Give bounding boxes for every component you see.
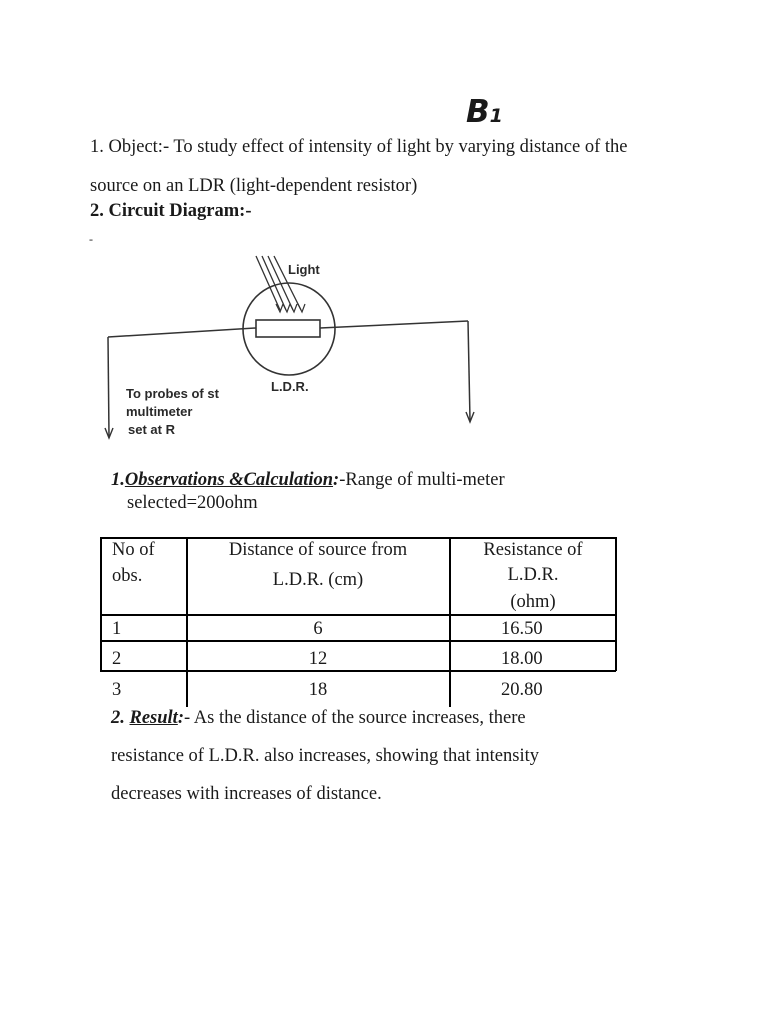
table-row-1-distance: 6	[313, 619, 323, 639]
object-line-1: 1. Object:- To study effect of intensity of light by varying distance of the	[90, 137, 628, 157]
table-border-right	[615, 537, 617, 671]
header-distance-line-2: L.D.R. (cm)	[272, 570, 364, 590]
right-wire	[320, 321, 474, 422]
circuit-diagram	[90, 248, 490, 448]
result-line-3: decreases with increases of distance.	[111, 784, 382, 804]
result-label: Result	[129, 708, 178, 728]
probe-label-line-2: multimeter	[126, 404, 193, 419]
ldr-resistor	[256, 320, 320, 337]
result-line-2: resistance of L.D.R. also increases, showing that intensity	[111, 746, 539, 766]
table-row-3-resistance: 20.80	[501, 680, 543, 700]
table-border-left	[100, 537, 102, 671]
result-text-start: - As the distance of the source increases, there	[184, 708, 526, 728]
dash-mark: -	[89, 232, 93, 246]
light-label: Light	[288, 262, 320, 277]
result-heading	[111, 706, 526, 730]
table-row-1-resistance: 16.50	[501, 619, 543, 639]
observations-heading	[111, 468, 505, 492]
table-row-2-distance: 12	[308, 649, 328, 669]
observations-selected: selected=200ohm	[127, 493, 258, 513]
table-row-2-resistance: 18.00	[501, 649, 543, 669]
observations-colon: :	[333, 470, 340, 490]
header-no-line-1: No of	[112, 540, 155, 560]
header-resistance-line-3: (ohm)	[510, 592, 556, 612]
probe-label-line-3: set at R	[128, 422, 175, 437]
result-number: 2.	[111, 708, 125, 728]
object-line-2: source on an LDR (light-dependent resistor)	[90, 176, 418, 196]
observations-range: -Range of multi-meter	[339, 470, 505, 490]
header-distance-line-1: Distance of source from	[228, 540, 408, 560]
observations-number: 1.	[111, 470, 125, 490]
probe-label-line-1: To probes of st	[126, 386, 219, 401]
header-no-line-2: obs.	[112, 566, 143, 586]
table-row-3-distance: 18	[308, 680, 328, 700]
title-subscript: 1	[489, 105, 503, 127]
ldr-label: L.D.R.	[271, 379, 309, 394]
circuit-heading: 2. Circuit Diagram:-	[90, 201, 252, 221]
title-letter: B	[466, 94, 490, 130]
header-resistance-line-2: L.D.R.	[507, 565, 559, 585]
table-row-1-no: 1	[112, 619, 122, 639]
page-title	[466, 94, 503, 134]
header-resistance-line-1: Resistance of	[483, 540, 583, 560]
observations-label: Observations &Calculation	[124, 470, 334, 490]
result-colon: :	[177, 708, 184, 728]
table-row-2-no: 2	[112, 649, 122, 669]
table-row-3-no: 3	[112, 680, 122, 700]
